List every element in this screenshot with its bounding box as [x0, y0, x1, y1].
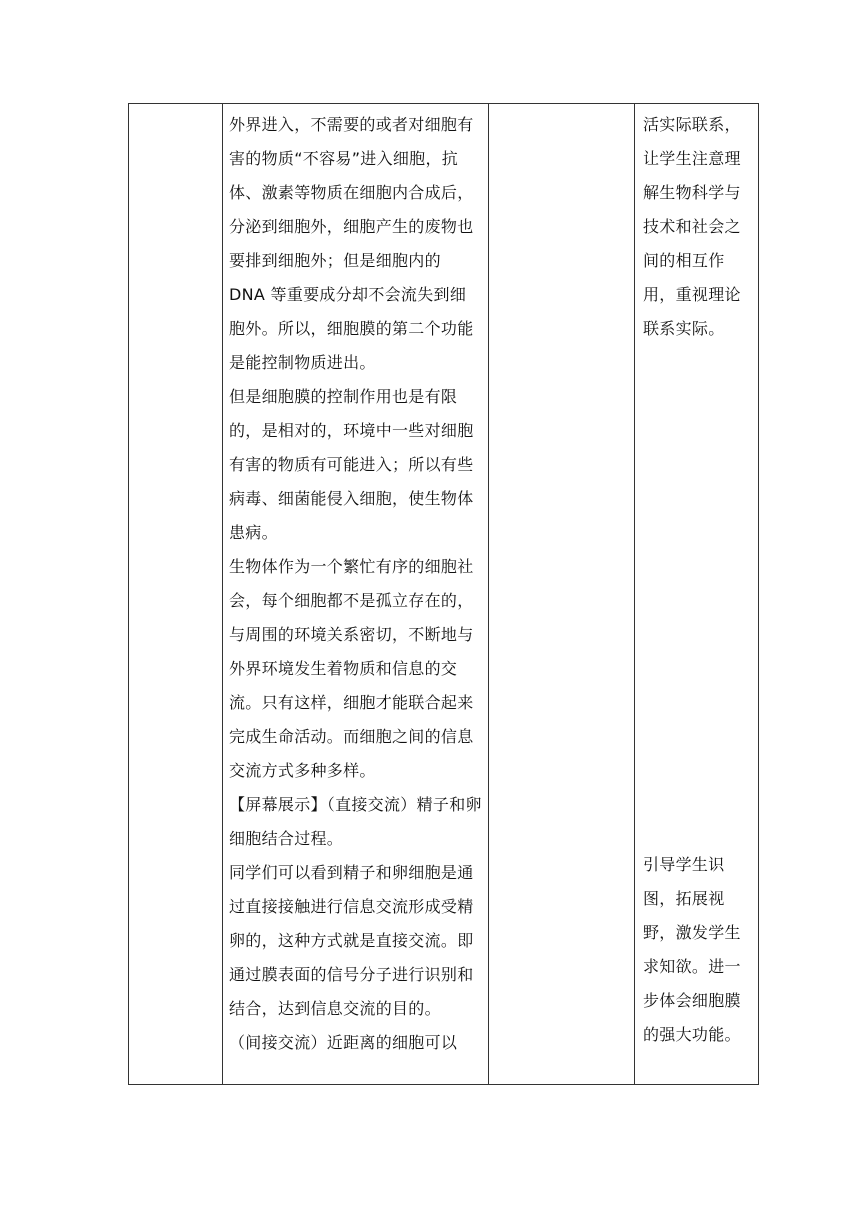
lesson-plan-table: [128, 103, 759, 1085]
table-row: [129, 104, 759, 1085]
column-2-cell: [223, 104, 489, 1085]
column-4-cell: [635, 104, 759, 1085]
column-1-cell: [129, 104, 223, 1085]
paragraph: 但是细胞膜的控制作用也是有限的，是相对的，环境中一些对细胞有害的物质有可能进入；所以有些病毒、细菌能侵入细胞，使生物体患病。: [229, 387, 474, 542]
teaching-content: [223, 104, 488, 1060]
column-3-cell: [489, 104, 635, 1085]
paragraph: （间接交流）近距离的细胞可以: [229, 1033, 458, 1052]
design-intent-block-2: [643, 848, 754, 1052]
paragraph: 外界进入，不需要的或者对细胞有害的物质“不容易”进入细胞，抗体、激素等物质在细胞内合成后，分泌到细胞外，细胞产生的废物也要排到细胞外；但是细胞内的 DNA 等重要成分却不会流失到细胞外。所以，细胞膜的第二个功能是能控制物质进出。: [229, 115, 474, 372]
paragraph: 【屏幕展示】（直接交流）精子和卵细胞结合过程。: [229, 795, 482, 848]
paragraph: 同学们可以看到精子和卵细胞是通过直接接触进行信息交流形成受精卵的，这种方式就是直接交流。即通过膜表面的信号分子进行识别和结合，达到信息交流的目的。: [229, 863, 474, 1018]
paragraph: 生物体作为一个繁忙有序的细胞社会，每个细胞都不是孤立存在的，与周围的环境关系密切，不断地与外界环境发生着物质和信息的交流。只有这样，细胞才能联合起来完成生命活动。而细胞之间的信息交流方式多种多样。: [229, 557, 474, 780]
paragraph: 活实际联系，让学生注意理解生物科学与技术和社会之间的相互作用，重视理论联系实际。: [643, 115, 741, 338]
design-intent-block-1: [643, 108, 754, 346]
paragraph: 引导学生识图，拓展视野，激发学生求知欲。进一步体会细胞膜的强大功能。: [643, 855, 741, 1044]
